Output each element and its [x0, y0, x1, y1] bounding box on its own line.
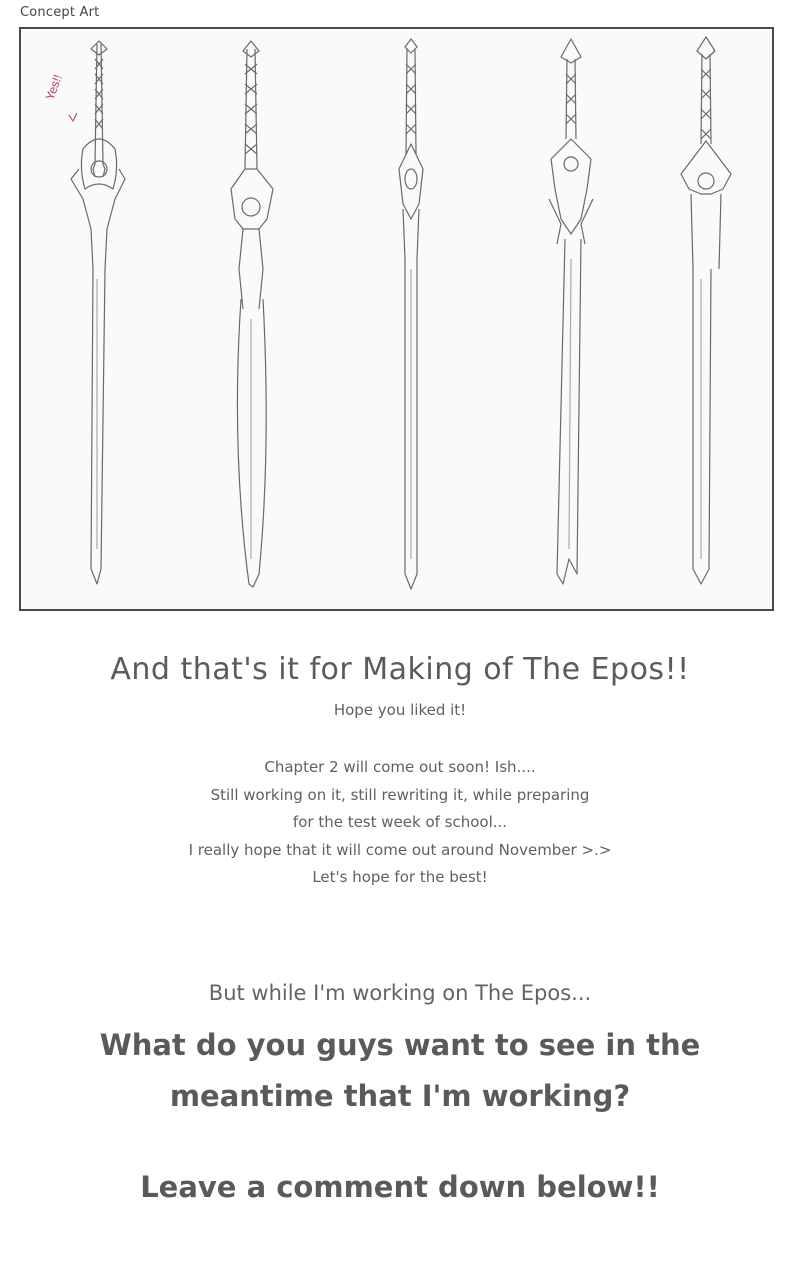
- sword-sketches-drawing: [21, 29, 772, 609]
- message-line: I really hope that it will come out around November >.>: [188, 840, 612, 859]
- outro-subheading: Hope you liked it!: [333, 701, 467, 719]
- sword-sketch-2: [231, 41, 273, 587]
- concept-art-image: [19, 27, 774, 611]
- sword-sketch-1: [71, 41, 125, 584]
- message-line: for the test week of school...: [292, 813, 508, 831]
- message-line: Let's hope for the best!: [312, 868, 488, 886]
- sketch-annotation: Yes!!: [42, 72, 65, 103]
- working-note: But while I'm working on The Epos...: [208, 981, 592, 1005]
- sword-sketch-5: [681, 37, 731, 584]
- sword-sketch-3: [399, 39, 423, 589]
- concept-art-label: Concept Art: [20, 5, 100, 20]
- outro-message: [0, 754, 800, 892]
- outro-heading: And that's it for Making of The Epos!!: [110, 652, 690, 687]
- message-line: Chapter 2 will come out soon! Ish....: [264, 758, 536, 776]
- question-line: meantime that I'm working?: [169, 1079, 631, 1113]
- sword-sketch-4: [549, 39, 593, 584]
- call-to-action: Leave a comment down below!!: [140, 1170, 660, 1204]
- message-line: Still working on it, still rewriting it, while preparing: [210, 785, 590, 804]
- question-line: What do you guys want to see in the: [99, 1028, 701, 1062]
- question: [0, 1020, 800, 1122]
